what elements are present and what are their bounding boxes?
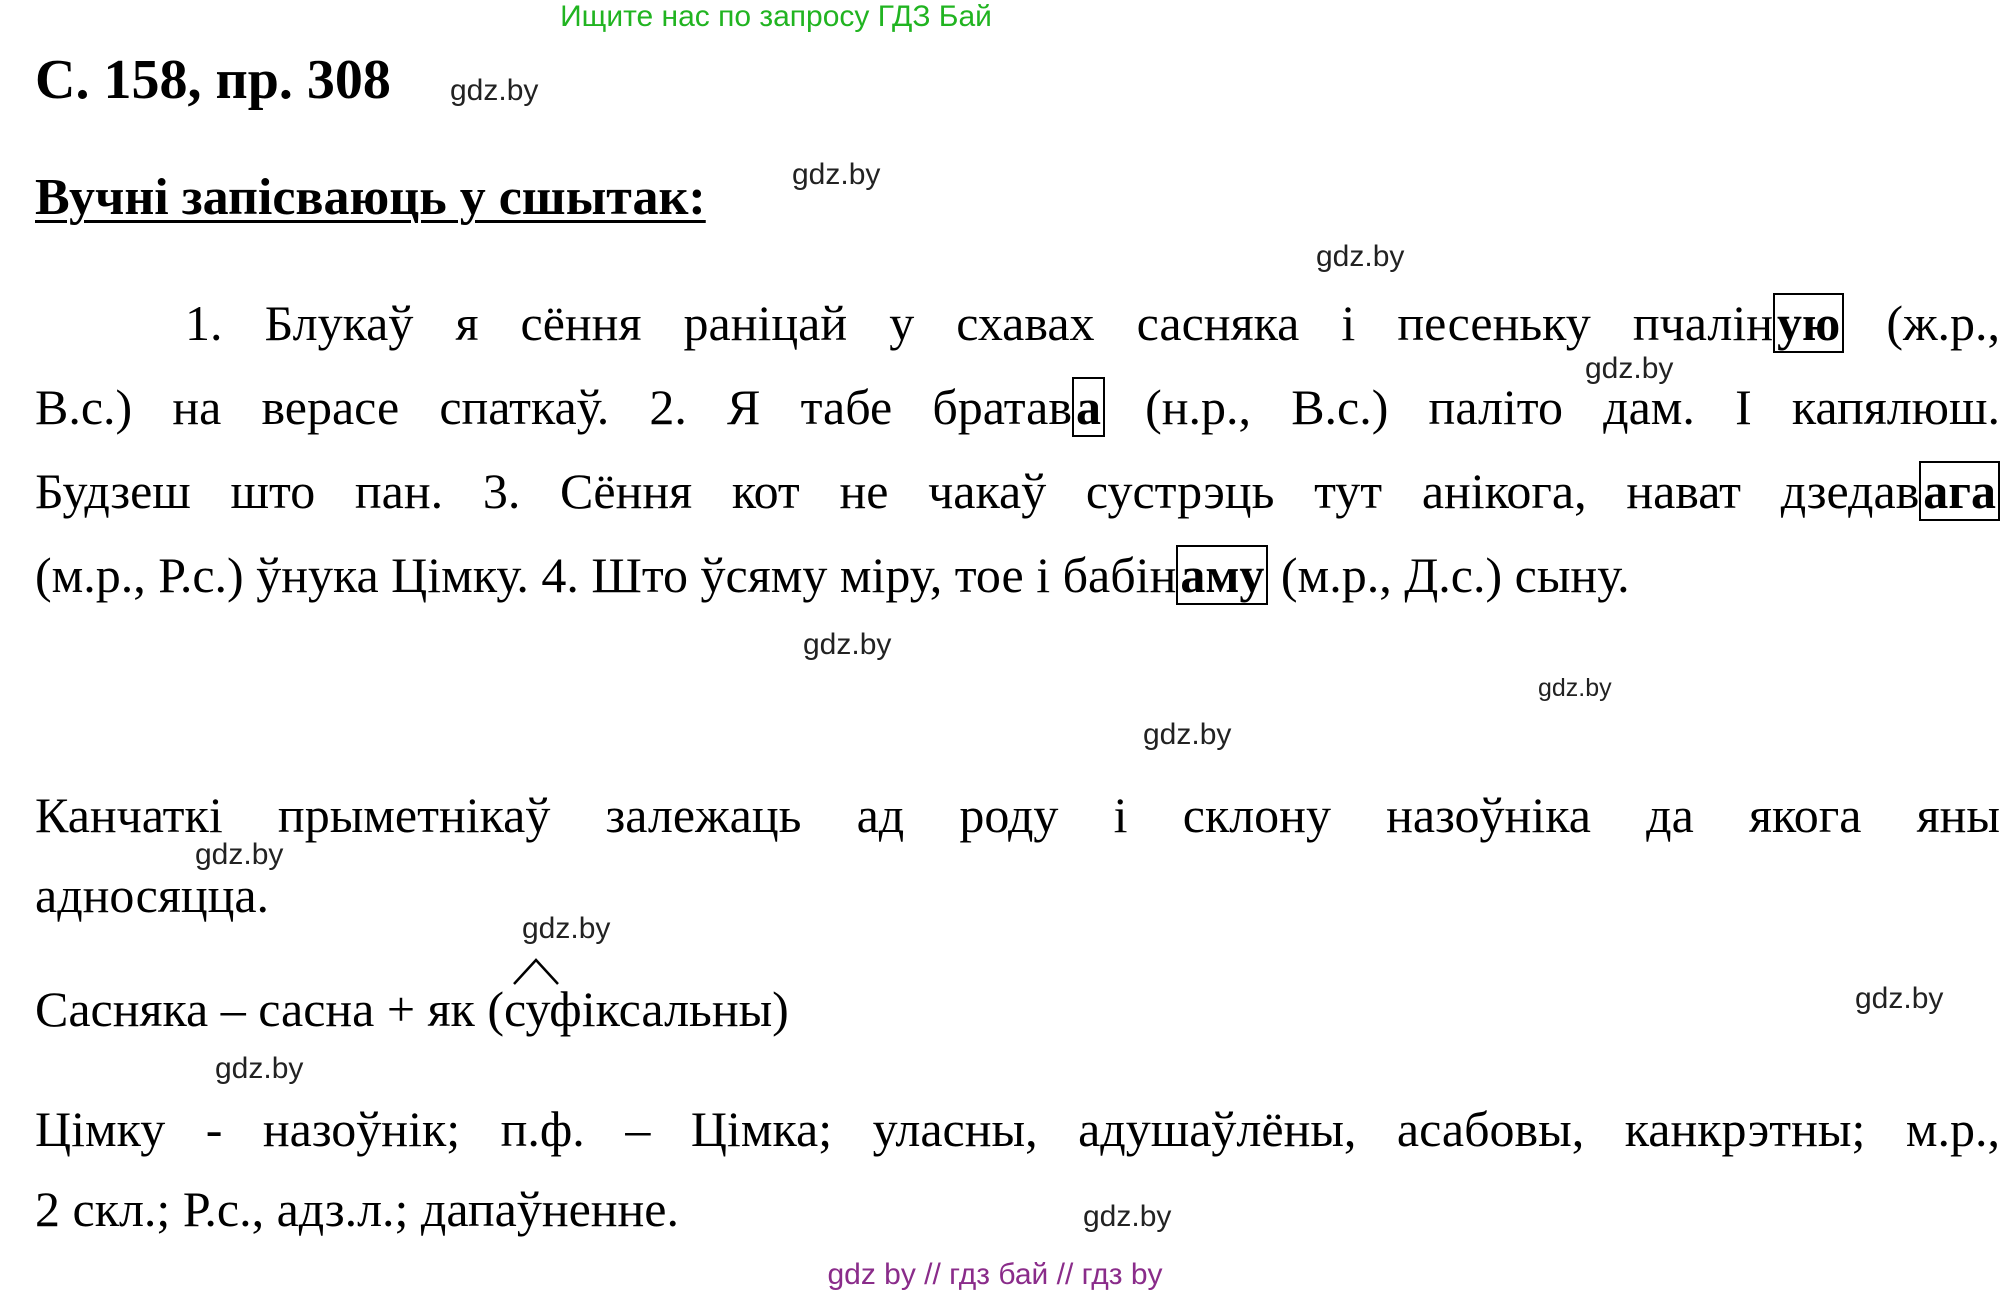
para1-line3 [35,462,2000,520]
para4-line1: Цімку - назоўнік; п.ф. – Цімка; уласны, адушаўлёны, асабовы, канкрэтны; м.р., [35,1101,2000,1157]
para1-line1 [35,294,2000,352]
watermark: gdz.by [450,74,539,107]
watermark: gdz.by [522,912,611,945]
watermark: gdz.by [803,628,892,661]
watermark: gdz.by [215,1052,304,1085]
watermark: gdz.by [1316,240,1405,273]
text-span: В.с.) на верасе спаткаў. 2. Я табе братав [35,379,1072,435]
watermark: gdz.by [1855,982,1944,1015]
top-banner: Ищите нас по запросу ГДЗ Бай [560,0,992,33]
text-span: (н.р., В.с.) паліто дам. І капялюш. [1145,379,2001,435]
ending-box: а [1072,377,1105,437]
para1-line4 [35,546,1630,604]
text-span: (м.р., Р.с.) ўнука Цімку. 4. Што ўсяму міру, тое і бабін [35,547,1177,603]
text-span: Сасняка – сасна + [35,981,416,1037]
ending-box: аму [1176,545,1268,605]
page-title: С. 158, пр. 308 [35,49,391,111]
ending-box: ага [1919,461,2000,521]
text-span: 1. Блукаў я сёння раніцай у схавах сасняка і песеньку пчалін [185,295,1773,351]
watermark: gdz.by [1143,718,1232,751]
watermark: gdz.by [195,838,284,871]
watermark: gdz.by [1538,674,1612,702]
text-span: Будзеш што пан. 3. Сёння кот не чакаў сустрэць тут анікога, нават дзедав [35,463,1920,519]
watermark: gdz.by [1083,1200,1172,1233]
para1-line2 [35,378,2000,436]
para4-line2: 2 скл.; Р.с., адз.л.; дапаўненне. [35,1181,679,1237]
para2-line1: Канчаткі прыметнікаў залежаць ад роду і склону назоўніка да якога яны [35,787,2000,843]
para3-line [35,980,789,1038]
suffix: як [427,981,475,1037]
text-span: (суфіксальны) [487,981,789,1037]
para2-line2: адносяцца. [35,867,270,923]
text-span: (ж.р., [1886,295,2001,351]
watermark: gdz.by [1585,352,1674,385]
subtitle: Вучні запісваюць у сшытак: [35,169,706,226]
footer-links: gdz by // гдз бай // гдз by [827,1258,1163,1291]
ending-box: ую [1773,293,1844,353]
watermark: gdz.by [792,158,881,191]
text-span: (м.р., Д.с.) сыну. [1280,547,1630,603]
